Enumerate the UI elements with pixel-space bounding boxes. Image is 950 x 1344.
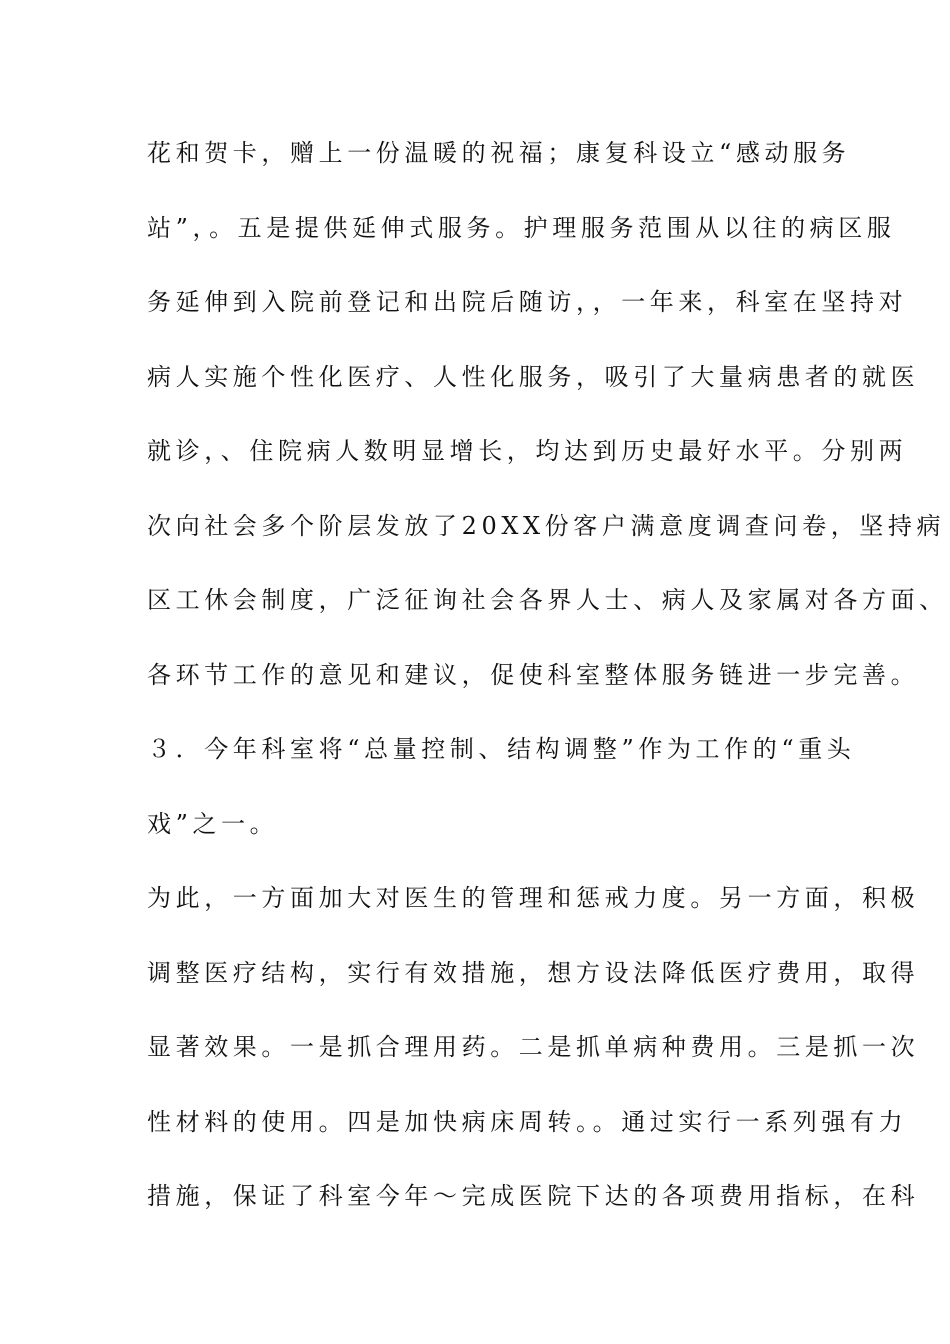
text-line: 花和贺卡，赠上一份温暖的祝福；康复科设立“感动服务 — [147, 139, 851, 167]
text-line: 病人实施个性化医疗、人性化服务，吸引了大量病患者的就医 — [147, 362, 920, 391]
text-line: 各环节工作的意见和建议，促使科室整体服务链进一步完善。 — [147, 660, 920, 689]
text-line: 就诊，、住院病人数明显增长，均达到历史最好水平。分别两 — [147, 437, 908, 465]
text-line: 戏”之一。 — [147, 809, 279, 838]
text-line: 为此，一方面加大对医生的管理和惩戒力度。另一方面，积极 — [147, 884, 920, 912]
text-line: ３．今年科室将“总量控制、结构调整”作为工作的“重头 — [147, 735, 856, 763]
text-line: 务延伸到入院前登记和出院后随访，，一年来，科室在坚持对 — [147, 288, 908, 316]
text-line: 区工休会制度，广泛征询社会各界人士、病人及家属对各方面、 — [147, 586, 948, 614]
text-line: 站”，。五是提供延伸式服务。护理服务范围从以往的病区服 — [147, 213, 896, 242]
text-line: 调整医疗结构，实行有效措施，想方设法降低医疗费用，取得 — [147, 958, 920, 987]
text-line: 措施，保证了科室今年～完成医院下达的各项费用指标，在科 — [147, 1182, 920, 1210]
text-line: 次向社会多个阶层发放了20XX份客户满意度调查问卷，坚持病 — [147, 511, 946, 540]
body-text — [147, 128, 948, 1246]
text-line: 性材料的使用。四是加快病床周转。。通过实行一系列强有力 — [147, 1107, 908, 1136]
text-line: 显著效果。一是抓合理用药。二是抓单病种费用。三是抓一次 — [147, 1033, 920, 1061]
